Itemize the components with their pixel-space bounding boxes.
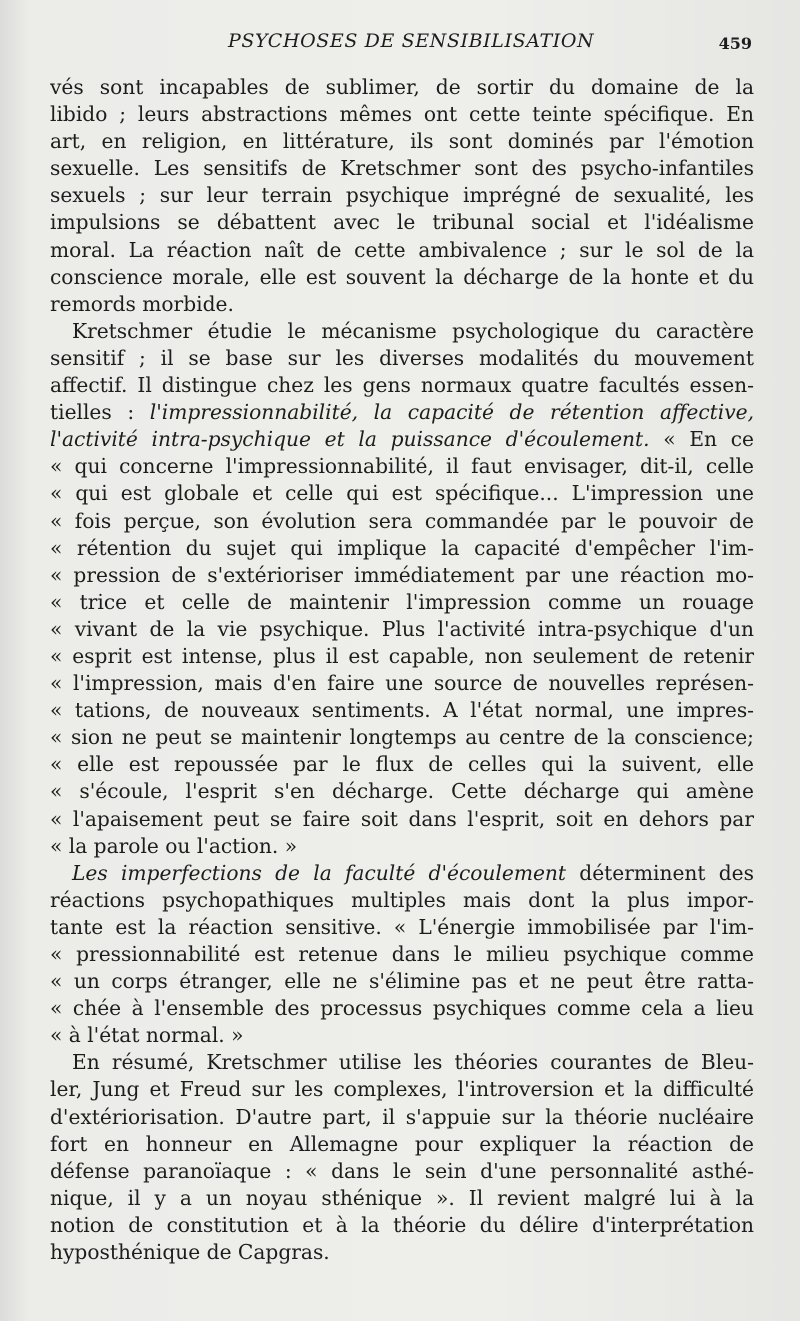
paragraph-3 <box>50 860 754 1050</box>
text-line: « rétention du sujet qui implique la capacité d'empêcher l'im- <box>50 535 754 560</box>
text-line: « vivant de la vie psychique. Plus l'activité intra-psychique d'un <box>50 616 754 641</box>
text-line: En résumé, Kretschmer utilise les théories courantes de Bleu- <box>72 1050 754 1075</box>
text-line: affectif. Il distingue chez les gens normaux quatre facultés essen- <box>50 373 754 398</box>
italic-run: l'impressionnabilité, la capacité de rétention affective, <box>149 400 754 425</box>
text-line: nique, il y a un noyau sthénique ». Il revient malgré lui à la <box>50 1185 754 1210</box>
text-line: art, en religion, en littérature, ils sont dominés par l'émotion <box>50 129 754 154</box>
text-line: « l'apaisement peut se faire soit dans l'esprit, soit en dehors par <box>50 806 754 831</box>
running-title: PSYCHOSES DE SENSIBILISATION <box>228 30 595 52</box>
text-line: sensitif ; il se base sur les diverses modalités du mouvement <box>50 345 754 370</box>
text-line: « la parole ou l'action. » <box>50 833 298 858</box>
text-line: ler, Jung et Freud sur les complexes, l'introversion et la difficulté <box>50 1077 754 1102</box>
text-line: impulsions se débattent avec le tribunal social et l'idéalisme <box>50 210 754 235</box>
text-line: vés sont incapables de sublimer, de sortir du domaine de la <box>50 75 754 99</box>
text-line: « sion ne peut se maintenir longtemps au centre de la conscience; <box>50 725 754 750</box>
text-run: déterminent des <box>566 860 754 885</box>
text-run: « En ce <box>649 427 754 452</box>
page-number: 459 <box>718 34 752 53</box>
text-line: réactions psychopathiques multiples mais dont la plus impor- <box>50 887 754 912</box>
text-line: « esprit est intense, plus il est capable, non seulement de retenir <box>50 643 754 668</box>
text-line: tante est la réaction sensitive. « L'énergie immobilisée par l'im- <box>50 914 754 939</box>
text-line: hyposthénique de Capgras. <box>50 1240 330 1265</box>
text-line: « pression de s'extérioriser immédiatement par une réaction mo- <box>50 562 754 587</box>
text-line: « tations, de nouveaux sentiments. A l'état normal, une impres- <box>50 698 754 723</box>
text-line: libido ; leurs abstractions mêmes ont cette teinte spécifique. En <box>50 102 754 127</box>
paragraph-2 <box>50 318 754 860</box>
text-line: sexuels ; sur leur terrain psychique imprégné de sexualité, les <box>50 183 754 208</box>
italic-run: Les imperfections de la faculté d'écoulement <box>72 860 567 885</box>
text-line: « pressionnabilité est retenue dans le milieu psychique comme <box>50 942 754 966</box>
text-line <box>50 399 754 426</box>
text-line: « trice et celle de maintenir l'impression comme un rouage <box>50 589 754 614</box>
text-line: « à l'état normal. » <box>50 1023 244 1048</box>
text-line: « un corps étranger, elle ne s'élimine pas et ne peut être ratta- <box>50 969 754 994</box>
text-line: « qui est globale et celle qui est spécifique... L'impression une <box>50 481 754 506</box>
text-line: d'extériorisation. D'autre part, il s'appuie sur la théorie nucléaire <box>50 1104 754 1129</box>
text-run: tielles : <box>50 400 150 425</box>
text-line: « s'écoule, l'esprit s'en décharge. Cette décharge qui amène <box>50 779 754 804</box>
text-line: « chée à l'ensemble des processus psychiques comme cela a lieu <box>50 996 754 1021</box>
text-line: fort en honneur en Allemagne pour expliquer la réaction de <box>50 1131 754 1156</box>
italic-run: l'activité intra-psychique et la puissance d'écoulement. <box>50 427 650 452</box>
text-line: sexuelle. Les sensitifs de Kretschmer sont des psycho-infantiles <box>50 156 754 181</box>
text-line: défense paranoïaque : « dans le sein d'une personnalité asthé- <box>50 1158 754 1183</box>
text-line: notion de constitution et à la théorie du délire d'interprétation <box>50 1212 754 1237</box>
body-text <box>50 74 754 1266</box>
text-line <box>50 860 754 887</box>
text-line: « fois perçue, son évolution sera commandée par le pouvoir de <box>50 508 754 533</box>
text-line: « l'impression, mais d'en faire une source de nouvelles représen- <box>50 671 754 696</box>
page-header <box>0 30 800 60</box>
text-line <box>50 426 754 453</box>
text-line: moral. La réaction naît de cette ambivalence ; sur le sol de la <box>50 237 754 262</box>
text-line: conscience morale, elle est souvent la décharge de la honte et du <box>50 264 754 289</box>
text-line: « elle est repoussée par le flux de celles qui la suivent, elle <box>50 752 754 777</box>
paragraph-1 <box>50 74 754 318</box>
text-line: remords morbide. <box>50 291 234 316</box>
text-line: « qui concerne l'impressionnabilité, il faut envisager, dit-il, celle <box>50 454 754 479</box>
paragraph-4 <box>50 1049 754 1266</box>
text-line: Kretschmer étudie le mécanisme psychologique du caractère <box>72 318 754 343</box>
